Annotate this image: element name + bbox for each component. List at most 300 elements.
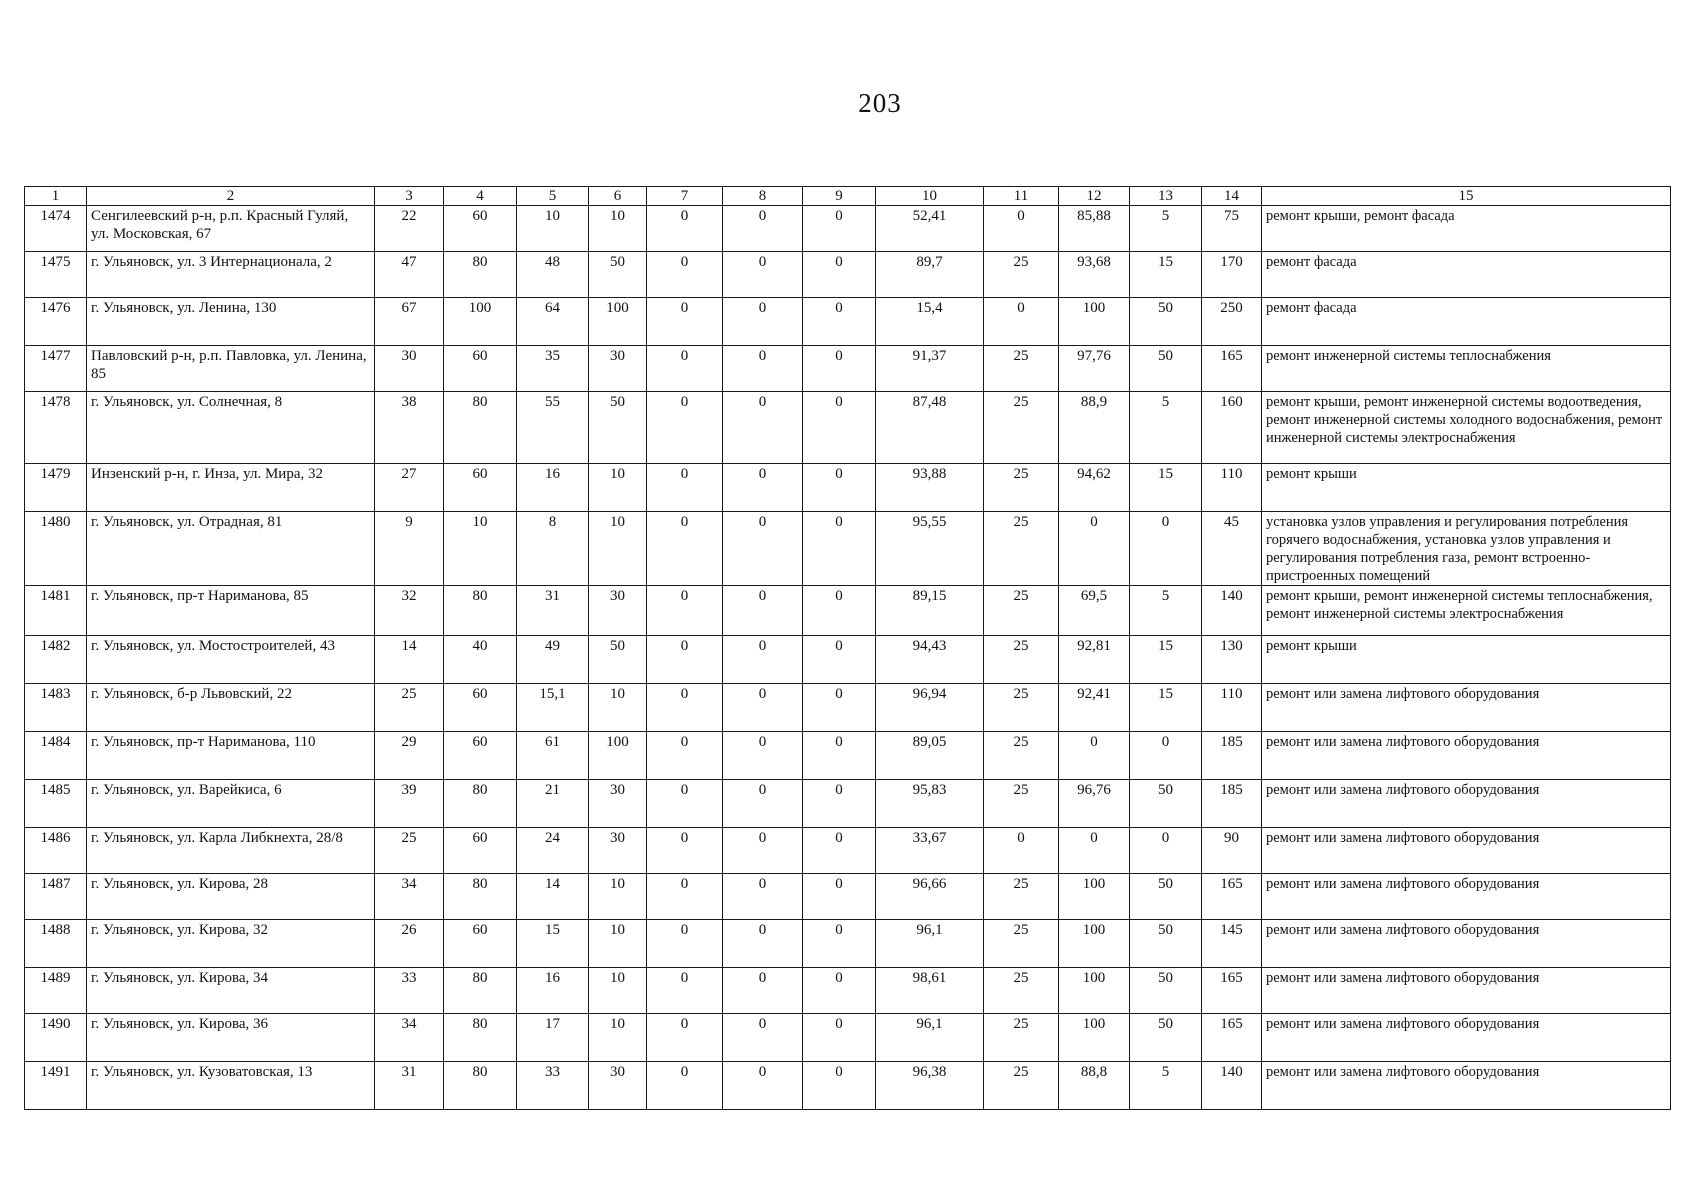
value-cell-4: 60 [444, 346, 517, 392]
value-cell-12: 100 [1059, 874, 1130, 920]
col-header: 5 [517, 187, 589, 206]
table-row [25, 1014, 1671, 1062]
works-cell: ремонт или замена лифтового оборудования [1262, 828, 1671, 874]
value-cell-9: 0 [803, 920, 876, 968]
works-cell: ремонт или замена лифтового оборудования [1262, 874, 1671, 920]
value-cell-13: 0 [1130, 512, 1202, 586]
value-cell-11: 0 [984, 828, 1059, 874]
address-cell: г. Ульяновск, ул. Ленина, 130 [87, 298, 375, 346]
value-cell-4: 60 [444, 206, 517, 252]
works-cell: ремонт или замена лифтового оборудования [1262, 1014, 1671, 1062]
col-header: 8 [723, 187, 803, 206]
value-cell-11: 25 [984, 392, 1059, 464]
value-cell-4: 60 [444, 464, 517, 512]
value-cell-11: 25 [984, 1062, 1059, 1110]
col-header: 9 [803, 187, 876, 206]
value-cell-11: 25 [984, 512, 1059, 586]
address-cell: Павловский р-н, р.п. Павловка, ул. Ленина, 85 [87, 346, 375, 392]
value-cell-7: 0 [647, 1014, 723, 1062]
value-cell-9: 0 [803, 512, 876, 586]
value-cell-13: 5 [1130, 206, 1202, 252]
value-cell-11: 25 [984, 684, 1059, 732]
value-cell-12: 100 [1059, 1014, 1130, 1062]
table-row [25, 586, 1671, 636]
value-cell-14: 110 [1202, 464, 1262, 512]
value-cell-14: 170 [1202, 252, 1262, 298]
value-cell-12: 69,5 [1059, 586, 1130, 636]
works-cell: ремонт или замена лифтового оборудования [1262, 684, 1671, 732]
value-cell-13: 5 [1130, 392, 1202, 464]
works-cell: ремонт фасада [1262, 252, 1671, 298]
value-cell-6: 30 [589, 1062, 647, 1110]
col-header: 14 [1202, 187, 1262, 206]
value-cell-7: 0 [647, 464, 723, 512]
value-cell-8: 0 [723, 252, 803, 298]
value-cell-10: 95,55 [876, 512, 984, 586]
value-cell-6: 50 [589, 636, 647, 684]
value-cell-9: 0 [803, 392, 876, 464]
value-cell-6: 30 [589, 586, 647, 636]
value-cell-7: 0 [647, 684, 723, 732]
row-number: 1478 [25, 392, 87, 464]
value-cell-14: 45 [1202, 512, 1262, 586]
value-cell-13: 0 [1130, 732, 1202, 780]
table-row [25, 1062, 1671, 1110]
value-cell-7: 0 [647, 346, 723, 392]
table-row [25, 512, 1671, 586]
value-cell-9: 0 [803, 732, 876, 780]
value-cell-10: 95,83 [876, 780, 984, 828]
value-cell-7: 0 [647, 1062, 723, 1110]
value-cell-3: 32 [375, 586, 444, 636]
works-cell: установка узлов управления и регулирования потребления горячего водоснабжения, установка узлов управления и регулирования потребления газа, ремонт встроенно-пристроенных помещений [1262, 512, 1671, 586]
value-cell-8: 0 [723, 512, 803, 586]
address-cell: г. Ульяновск, ул. Карла Либкнехта, 28/8 [87, 828, 375, 874]
row-number: 1474 [25, 206, 87, 252]
value-cell-12: 92,81 [1059, 636, 1130, 684]
value-cell-4: 100 [444, 298, 517, 346]
value-cell-6: 50 [589, 392, 647, 464]
value-cell-13: 50 [1130, 1014, 1202, 1062]
value-cell-14: 160 [1202, 392, 1262, 464]
value-cell-10: 96,1 [876, 920, 984, 968]
value-cell-7: 0 [647, 392, 723, 464]
value-cell-4: 80 [444, 1062, 517, 1110]
value-cell-4: 60 [444, 732, 517, 780]
value-cell-13: 5 [1130, 1062, 1202, 1110]
row-number: 1483 [25, 684, 87, 732]
value-cell-9: 0 [803, 346, 876, 392]
address-cell: г. Ульяновск, ул. Мостостроителей, 43 [87, 636, 375, 684]
works-cell: ремонт крыши [1262, 464, 1671, 512]
value-cell-13: 50 [1130, 780, 1202, 828]
value-cell-3: 38 [375, 392, 444, 464]
value-cell-7: 0 [647, 636, 723, 684]
address-cell: г. Ульяновск, пр-т Нариманова, 110 [87, 732, 375, 780]
value-cell-11: 0 [984, 298, 1059, 346]
value-cell-12: 93,68 [1059, 252, 1130, 298]
value-cell-7: 0 [647, 206, 723, 252]
value-cell-12: 97,76 [1059, 346, 1130, 392]
value-cell-9: 0 [803, 464, 876, 512]
value-cell-8: 0 [723, 392, 803, 464]
value-cell-9: 0 [803, 206, 876, 252]
value-cell-13: 50 [1130, 874, 1202, 920]
value-cell-5: 55 [517, 392, 589, 464]
value-cell-8: 0 [723, 586, 803, 636]
value-cell-11: 25 [984, 732, 1059, 780]
value-cell-8: 0 [723, 780, 803, 828]
value-cell-6: 10 [589, 512, 647, 586]
value-cell-14: 185 [1202, 732, 1262, 780]
table-row [25, 874, 1671, 920]
value-cell-8: 0 [723, 1062, 803, 1110]
value-cell-10: 89,05 [876, 732, 984, 780]
address-cell: Сенгилеевский р-н, р.п. Красный Гуляй, ул. Московская, 67 [87, 206, 375, 252]
value-cell-3: 25 [375, 684, 444, 732]
value-cell-3: 9 [375, 512, 444, 586]
value-cell-5: 17 [517, 1014, 589, 1062]
value-cell-6: 100 [589, 298, 647, 346]
registry-table [24, 186, 1671, 1110]
value-cell-14: 145 [1202, 920, 1262, 968]
value-cell-9: 0 [803, 684, 876, 732]
col-header: 2 [87, 187, 375, 206]
value-cell-13: 50 [1130, 346, 1202, 392]
row-number: 1487 [25, 874, 87, 920]
value-cell-10: 89,15 [876, 586, 984, 636]
address-cell: г. Ульяновск, б-р Львовский, 22 [87, 684, 375, 732]
value-cell-4: 60 [444, 828, 517, 874]
value-cell-12: 94,62 [1059, 464, 1130, 512]
value-cell-3: 26 [375, 920, 444, 968]
value-cell-7: 0 [647, 298, 723, 346]
value-cell-3: 25 [375, 828, 444, 874]
value-cell-3: 34 [375, 874, 444, 920]
value-cell-11: 25 [984, 252, 1059, 298]
value-cell-10: 94,43 [876, 636, 984, 684]
works-cell: ремонт крыши, ремонт фасада [1262, 206, 1671, 252]
value-cell-14: 140 [1202, 586, 1262, 636]
value-cell-4: 10 [444, 512, 517, 586]
value-cell-12: 0 [1059, 512, 1130, 586]
value-cell-5: 16 [517, 968, 589, 1014]
table-row [25, 464, 1671, 512]
value-cell-3: 14 [375, 636, 444, 684]
works-cell: ремонт или замена лифтового оборудования [1262, 732, 1671, 780]
value-cell-11: 25 [984, 636, 1059, 684]
address-cell: Инзенский р-н, г. Инза, ул. Мира, 32 [87, 464, 375, 512]
value-cell-8: 0 [723, 684, 803, 732]
value-cell-7: 0 [647, 968, 723, 1014]
col-header: 1 [25, 187, 87, 206]
value-cell-9: 0 [803, 780, 876, 828]
address-cell: г. Ульяновск, ул. Отрадная, 81 [87, 512, 375, 586]
works-cell: ремонт крыши, ремонт инженерной системы водоотведения, ремонт инженерной системы холодного водоснабжения, ремонт инженерной системы электроснабжения [1262, 392, 1671, 464]
value-cell-10: 91,37 [876, 346, 984, 392]
value-cell-5: 61 [517, 732, 589, 780]
value-cell-4: 80 [444, 874, 517, 920]
value-cell-11: 25 [984, 920, 1059, 968]
address-cell: г. Ульяновск, ул. Кирова, 28 [87, 874, 375, 920]
value-cell-5: 21 [517, 780, 589, 828]
value-cell-4: 40 [444, 636, 517, 684]
value-cell-11: 25 [984, 780, 1059, 828]
value-cell-3: 34 [375, 1014, 444, 1062]
value-cell-7: 0 [647, 920, 723, 968]
row-number: 1484 [25, 732, 87, 780]
works-cell: ремонт или замена лифтового оборудования [1262, 920, 1671, 968]
col-header: 15 [1262, 187, 1671, 206]
value-cell-12: 92,41 [1059, 684, 1130, 732]
value-cell-3: 33 [375, 968, 444, 1014]
value-cell-12: 96,76 [1059, 780, 1130, 828]
value-cell-5: 15 [517, 920, 589, 968]
value-cell-11: 25 [984, 874, 1059, 920]
value-cell-8: 0 [723, 920, 803, 968]
value-cell-3: 29 [375, 732, 444, 780]
value-cell-3: 31 [375, 1062, 444, 1110]
row-number: 1486 [25, 828, 87, 874]
works-cell: ремонт инженерной системы теплоснабжения [1262, 346, 1671, 392]
value-cell-10: 96,38 [876, 1062, 984, 1110]
value-cell-6: 100 [589, 732, 647, 780]
value-cell-11: 25 [984, 464, 1059, 512]
value-cell-14: 250 [1202, 298, 1262, 346]
value-cell-8: 0 [723, 464, 803, 512]
value-cell-8: 0 [723, 636, 803, 684]
row-number: 1490 [25, 1014, 87, 1062]
address-cell: г. Ульяновск, ул. Варейкиса, 6 [87, 780, 375, 828]
works-cell: ремонт фасада [1262, 298, 1671, 346]
value-cell-13: 50 [1130, 968, 1202, 1014]
value-cell-13: 15 [1130, 684, 1202, 732]
table-row [25, 920, 1671, 968]
value-cell-7: 0 [647, 828, 723, 874]
value-cell-11: 25 [984, 968, 1059, 1014]
value-cell-14: 185 [1202, 780, 1262, 828]
value-cell-10: 33,67 [876, 828, 984, 874]
value-cell-6: 10 [589, 874, 647, 920]
value-cell-9: 0 [803, 828, 876, 874]
value-cell-9: 0 [803, 252, 876, 298]
value-cell-8: 0 [723, 1014, 803, 1062]
value-cell-9: 0 [803, 874, 876, 920]
value-cell-13: 15 [1130, 464, 1202, 512]
value-cell-12: 88,9 [1059, 392, 1130, 464]
page-number: 203 [858, 88, 902, 118]
value-cell-12: 0 [1059, 732, 1130, 780]
row-number: 1485 [25, 780, 87, 828]
col-header: 6 [589, 187, 647, 206]
value-cell-10: 89,7 [876, 252, 984, 298]
value-cell-3: 39 [375, 780, 444, 828]
value-cell-6: 30 [589, 346, 647, 392]
value-cell-13: 15 [1130, 636, 1202, 684]
value-cell-9: 0 [803, 1014, 876, 1062]
works-cell: ремонт крыши [1262, 636, 1671, 684]
table-row [25, 828, 1671, 874]
value-cell-5: 24 [517, 828, 589, 874]
value-cell-8: 0 [723, 346, 803, 392]
value-cell-10: 98,61 [876, 968, 984, 1014]
value-cell-11: 25 [984, 346, 1059, 392]
table-row [25, 636, 1671, 684]
value-cell-4: 80 [444, 586, 517, 636]
value-cell-10: 96,1 [876, 1014, 984, 1062]
value-cell-6: 50 [589, 252, 647, 298]
value-cell-8: 0 [723, 732, 803, 780]
col-header: 3 [375, 187, 444, 206]
value-cell-3: 22 [375, 206, 444, 252]
value-cell-6: 10 [589, 684, 647, 732]
value-cell-5: 10 [517, 206, 589, 252]
table-row [25, 780, 1671, 828]
value-cell-6: 10 [589, 206, 647, 252]
value-cell-6: 10 [589, 464, 647, 512]
value-cell-14: 75 [1202, 206, 1262, 252]
row-number: 1476 [25, 298, 87, 346]
value-cell-5: 33 [517, 1062, 589, 1110]
address-cell: г. Ульяновск, ул. Кирова, 36 [87, 1014, 375, 1062]
table-row [25, 298, 1671, 346]
value-cell-5: 35 [517, 346, 589, 392]
row-number: 1491 [25, 1062, 87, 1110]
row-number: 1479 [25, 464, 87, 512]
value-cell-6: 30 [589, 780, 647, 828]
value-cell-12: 0 [1059, 828, 1130, 874]
value-cell-6: 30 [589, 828, 647, 874]
value-cell-7: 0 [647, 512, 723, 586]
value-cell-4: 60 [444, 920, 517, 968]
row-number: 1480 [25, 512, 87, 586]
value-cell-9: 0 [803, 298, 876, 346]
value-cell-4: 80 [444, 968, 517, 1014]
value-cell-8: 0 [723, 828, 803, 874]
header-row [25, 187, 1671, 206]
value-cell-5: 31 [517, 586, 589, 636]
value-cell-3: 30 [375, 346, 444, 392]
value-cell-5: 8 [517, 512, 589, 586]
address-cell: г. Ульяновск, ул. Кирова, 34 [87, 968, 375, 1014]
value-cell-3: 27 [375, 464, 444, 512]
col-header: 13 [1130, 187, 1202, 206]
row-number: 1482 [25, 636, 87, 684]
value-cell-9: 0 [803, 586, 876, 636]
value-cell-10: 87,48 [876, 392, 984, 464]
row-number: 1489 [25, 968, 87, 1014]
value-cell-11: 0 [984, 206, 1059, 252]
value-cell-12: 100 [1059, 920, 1130, 968]
table-row [25, 346, 1671, 392]
value-cell-6: 10 [589, 1014, 647, 1062]
row-number: 1488 [25, 920, 87, 968]
value-cell-12: 100 [1059, 298, 1130, 346]
value-cell-13: 50 [1130, 298, 1202, 346]
value-cell-12: 100 [1059, 968, 1130, 1014]
value-cell-14: 165 [1202, 1014, 1262, 1062]
value-cell-14: 165 [1202, 968, 1262, 1014]
value-cell-14: 90 [1202, 828, 1262, 874]
value-cell-7: 0 [647, 874, 723, 920]
value-cell-4: 80 [444, 252, 517, 298]
value-cell-9: 0 [803, 1062, 876, 1110]
value-cell-3: 67 [375, 298, 444, 346]
value-cell-8: 0 [723, 206, 803, 252]
value-cell-8: 0 [723, 298, 803, 346]
value-cell-9: 0 [803, 636, 876, 684]
value-cell-14: 165 [1202, 874, 1262, 920]
table-row [25, 684, 1671, 732]
col-header: 7 [647, 187, 723, 206]
value-cell-10: 93,88 [876, 464, 984, 512]
value-cell-13: 15 [1130, 252, 1202, 298]
value-cell-5: 15,1 [517, 684, 589, 732]
col-header: 11 [984, 187, 1059, 206]
value-cell-13: 0 [1130, 828, 1202, 874]
value-cell-3: 47 [375, 252, 444, 298]
value-cell-14: 165 [1202, 346, 1262, 392]
value-cell-4: 80 [444, 392, 517, 464]
value-cell-9: 0 [803, 968, 876, 1014]
value-cell-5: 16 [517, 464, 589, 512]
value-cell-10: 52,41 [876, 206, 984, 252]
address-cell: г. Ульяновск, ул. Солнечная, 8 [87, 392, 375, 464]
value-cell-14: 140 [1202, 1062, 1262, 1110]
address-cell: г. Ульяновск, ул. Кузоватовская, 13 [87, 1062, 375, 1110]
row-number: 1481 [25, 586, 87, 636]
row-number: 1475 [25, 252, 87, 298]
row-number: 1477 [25, 346, 87, 392]
value-cell-10: 15,4 [876, 298, 984, 346]
col-header: 10 [876, 187, 984, 206]
value-cell-14: 110 [1202, 684, 1262, 732]
table-row [25, 392, 1671, 464]
value-cell-11: 25 [984, 1014, 1059, 1062]
value-cell-7: 0 [647, 780, 723, 828]
value-cell-5: 14 [517, 874, 589, 920]
address-cell: г. Ульяновск, пр-т Нариманова, 85 [87, 586, 375, 636]
table-row [25, 968, 1671, 1014]
value-cell-6: 10 [589, 968, 647, 1014]
value-cell-10: 96,66 [876, 874, 984, 920]
value-cell-5: 49 [517, 636, 589, 684]
value-cell-6: 10 [589, 920, 647, 968]
value-cell-7: 0 [647, 252, 723, 298]
table-row [25, 252, 1671, 298]
value-cell-7: 0 [647, 586, 723, 636]
address-cell: г. Ульяновск, ул. Кирова, 32 [87, 920, 375, 968]
table-row [25, 732, 1671, 780]
value-cell-10: 96,94 [876, 684, 984, 732]
value-cell-8: 0 [723, 874, 803, 920]
value-cell-8: 0 [723, 968, 803, 1014]
works-cell: ремонт крыши, ремонт инженерной системы теплоснабжения, ремонт инженерной системы электроснабжения [1262, 586, 1671, 636]
value-cell-4: 80 [444, 780, 517, 828]
value-cell-4: 60 [444, 684, 517, 732]
works-cell: ремонт или замена лифтового оборудования [1262, 968, 1671, 1014]
value-cell-11: 25 [984, 586, 1059, 636]
value-cell-12: 88,8 [1059, 1062, 1130, 1110]
value-cell-14: 130 [1202, 636, 1262, 684]
value-cell-4: 80 [444, 1014, 517, 1062]
works-cell: ремонт или замена лифтового оборудования [1262, 780, 1671, 828]
value-cell-7: 0 [647, 732, 723, 780]
value-cell-13: 5 [1130, 586, 1202, 636]
value-cell-13: 50 [1130, 920, 1202, 968]
works-cell: ремонт или замена лифтового оборудования [1262, 1062, 1671, 1110]
col-header: 12 [1059, 187, 1130, 206]
